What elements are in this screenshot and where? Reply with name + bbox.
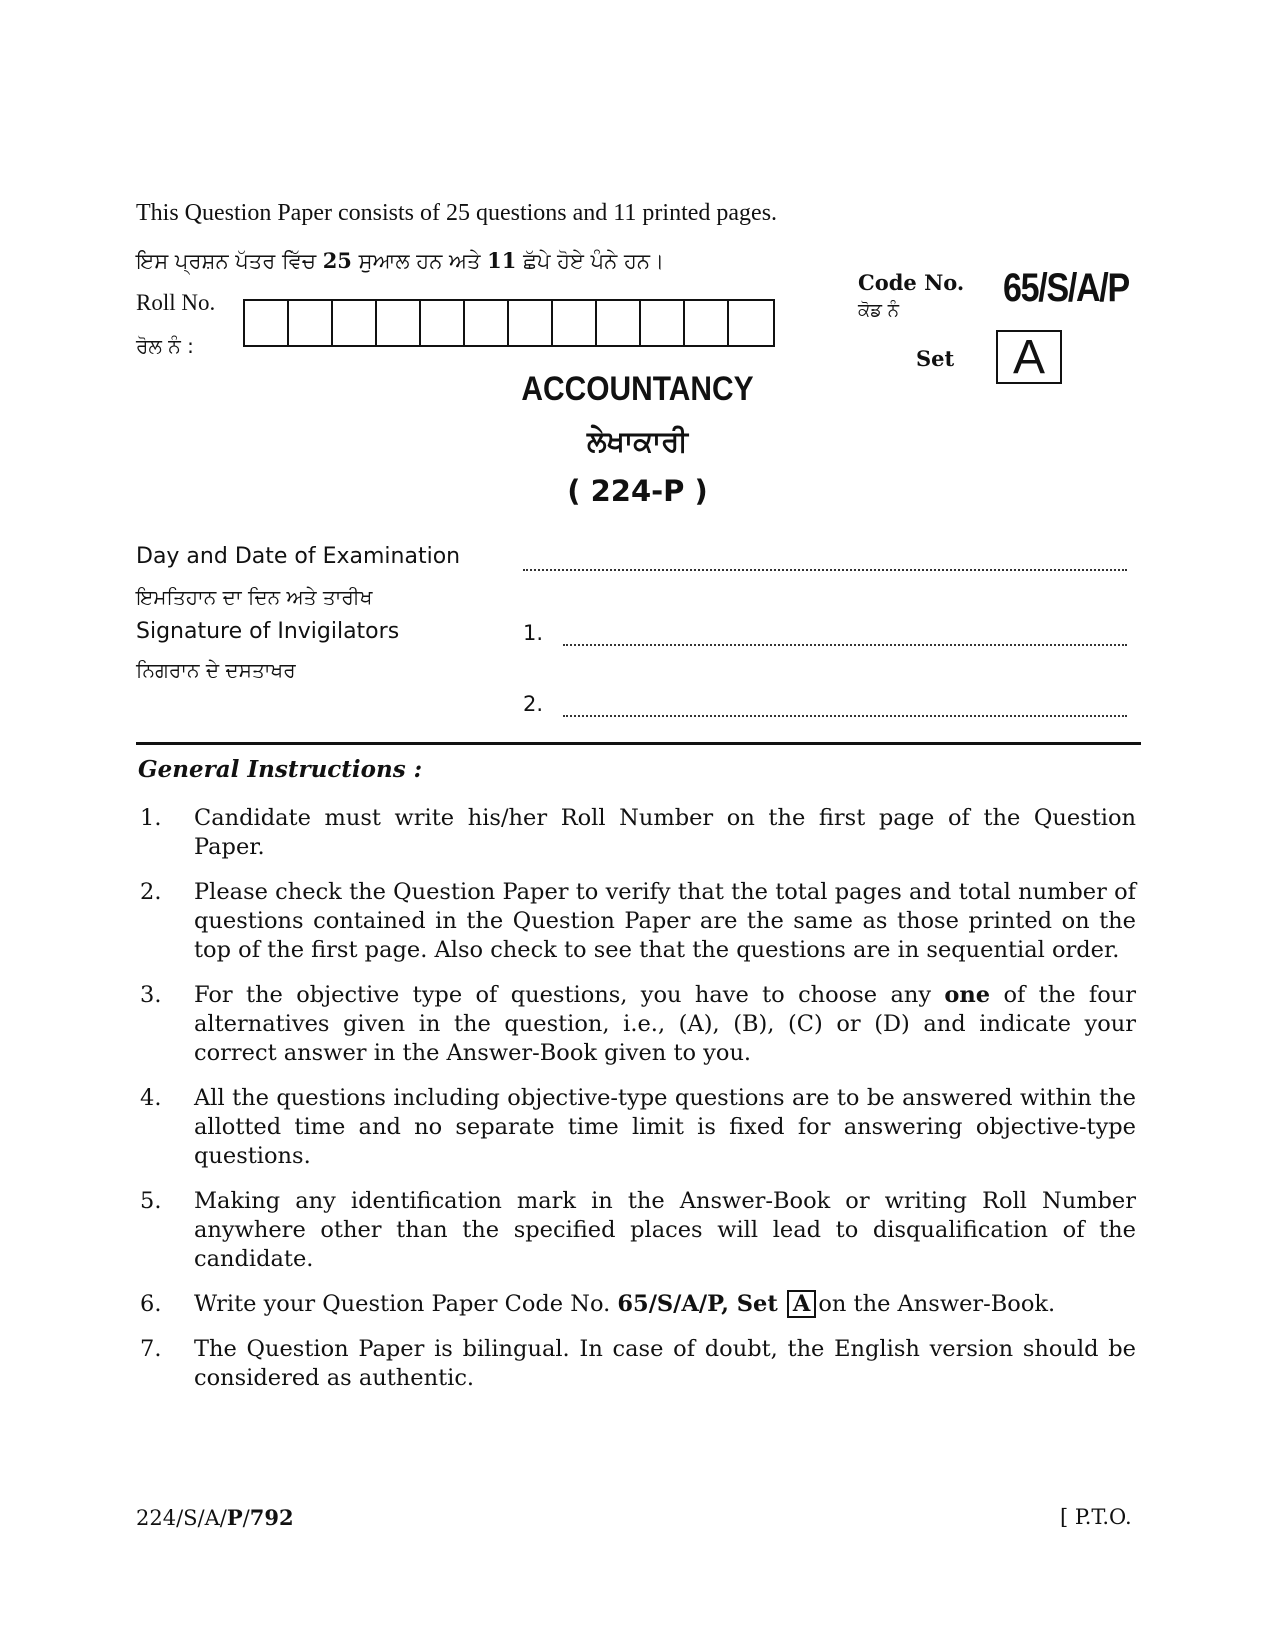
roll-digit-box[interactable]: [333, 301, 377, 345]
list-item: 7. The Question Paper is bilingual. In case of doubt, the English version should be considered as authentic.: [140, 1336, 1136, 1391]
roll-number-boxes[interactable]: [243, 299, 775, 347]
subject-title-pa: ਲੇਖਾਕਾਰੀ: [586, 424, 689, 458]
footer-pto: [ P.T.O.: [1060, 1505, 1132, 1529]
roll-digit-box[interactable]: [465, 301, 509, 345]
footer-paper-code: 224/S/A/P/792: [136, 1505, 294, 1530]
roll-digit-box[interactable]: [245, 301, 289, 345]
list-item: 6. Write your Question Paper Code No. 65/S/A/P, Set A on the Answer-Book.: [140, 1291, 1056, 1317]
signature-2-number: 2.: [523, 692, 544, 716]
list-item: 2. Please check the Question Paper to verify that the total pages and total number of questions contained in the Question Paper are the same as those printed on the top of the first page. Also check to see that the questions are in sequential order.: [140, 879, 1136, 963]
set-label: Set: [916, 346, 955, 371]
roll-digit-box[interactable]: [641, 301, 685, 345]
roll-digit-box[interactable]: [421, 301, 465, 345]
paper-summary-en: This Question Paper consists of 25 questions and 11 printed pages.: [136, 200, 778, 226]
list-item: 1. Candidate must write his/her Roll Number on the first page of the Question Paper.: [140, 805, 1136, 860]
list-item: 3. For the objective type of questions, you have to choose any one of the four alternatives given in the question, i.e., (A), (B), (C) or (D) and indicate your correct answer in the Answer-Book given to you.: [140, 982, 1136, 1066]
roll-digit-box[interactable]: [289, 301, 333, 345]
paper-summary-pa: ਇਸ ਪ੍ਰਸ਼ਨ ਪੱਤਰ ਵਿੱਚ 25 ਸੁਆਲ ਹਨ ਅਤੇ 11 ਛੱਪੇ ਹੋਏ ਪੰਨੇ ਹਨ।: [136, 248, 665, 273]
list-item: 4. All the questions including objective-type questions are to be answered within the allotted time and no separate time limit is fixed for answering objective-type questions.: [140, 1085, 1136, 1169]
roll-digit-box[interactable]: [729, 301, 773, 345]
section-divider: [136, 742, 1141, 745]
roll-digit-box[interactable]: [377, 301, 421, 345]
invigilators-label-pa: ਨਿਗਰਾਨ ਦੇ ਦਸਤਾਖਰ: [136, 658, 296, 682]
list-item: 5. Making any identification mark in the Answer-Book or writing Roll Number anywhere other than the specified places will lead to disqualification of the candidate.: [140, 1188, 1136, 1272]
signature-2-field[interactable]: [563, 697, 1127, 717]
roll-number-label-pa: ਰੋਲ ਨੰ :: [136, 334, 194, 358]
set-box: A: [996, 330, 1062, 384]
roll-number-label: Roll No.: [136, 290, 216, 315]
exam-date-field[interactable]: [523, 551, 1127, 571]
instructions-list: [140, 804, 1136, 1409]
subject-code: ( 224-P ): [567, 474, 708, 508]
roll-digit-box[interactable]: [553, 301, 597, 345]
exam-date-label-pa: ਇਮਤਿਹਾਨ ਦਾ ਦਿਨ ਅਤੇ ਤਾਰੀਖ: [136, 585, 373, 609]
signature-1-number: 1.: [523, 621, 544, 645]
roll-digit-box[interactable]: [685, 301, 729, 345]
code-number-label: Code No.: [858, 270, 965, 295]
exam-date-label: Day and Date of Examination: [136, 544, 461, 569]
paper-code: 65/S/A/P: [1003, 266, 1129, 310]
signature-1-field[interactable]: [563, 626, 1127, 646]
instructions-heading: General Instructions :: [138, 756, 423, 783]
roll-digit-box[interactable]: [509, 301, 553, 345]
roll-digit-box[interactable]: [597, 301, 641, 345]
code-number-label-pa: ਕੋਡ ਨੰ: [858, 300, 899, 321]
invigilators-label: Signature of Invigilators: [136, 619, 400, 644]
subject-title: ACCOUNTANCY: [521, 370, 754, 408]
